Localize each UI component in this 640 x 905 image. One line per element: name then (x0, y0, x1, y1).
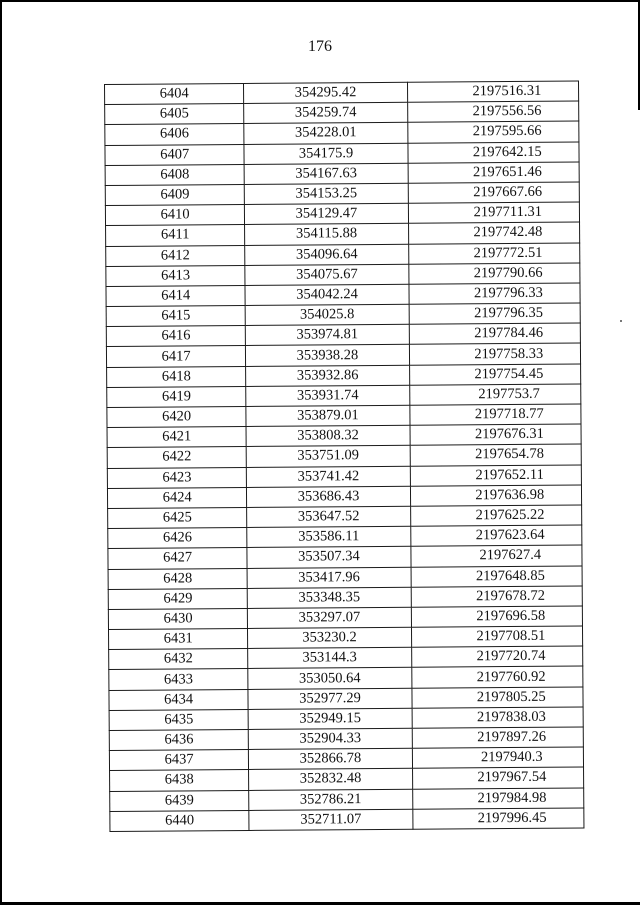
point-id-cell (110, 810, 249, 831)
scan-speck (620, 320, 622, 322)
point-id-text: 6426 (162, 529, 193, 546)
point-id-text: 6416 (161, 327, 191, 344)
x-coordinate-cell (248, 688, 411, 709)
point-id-text: 6419 (161, 388, 191, 405)
y-coordinate-text: 2197742.48 (473, 224, 543, 241)
point-id-cell (109, 750, 248, 771)
point-id-cell (108, 588, 247, 609)
y-coordinate-text: 2197996.45 (477, 809, 547, 827)
x-coordinate-text: 353808.32 (297, 427, 359, 444)
x-coordinate-text: 354075.67 (295, 265, 358, 283)
y-coordinate-text: 2197758.33 (474, 345, 544, 362)
y-coordinate-cell (408, 202, 580, 223)
y-coordinate-cell (412, 747, 584, 768)
x-coordinate-text: 354167.63 (295, 164, 357, 182)
x-coordinate-cell (249, 789, 412, 810)
point-id-cell (107, 447, 246, 468)
x-coordinate-cell (249, 748, 412, 769)
table-row (107, 404, 581, 428)
point-id-cell (106, 285, 245, 306)
table-row (106, 323, 580, 347)
point-id-text: 6408 (160, 166, 190, 183)
y-coordinate-text: 2197636.98 (475, 486, 545, 504)
y-coordinate-cell (411, 666, 583, 687)
point-id-cell (107, 366, 246, 387)
point-id-text: 6429 (163, 590, 193, 607)
y-coordinate-text: 2197654.78 (475, 446, 545, 463)
x-coordinate-text: 353144.3 (302, 649, 357, 666)
x-coordinate-text: 353586.11 (298, 528, 360, 545)
point-id-text: 6424 (162, 489, 192, 506)
y-coordinate-text: 2197753.7 (478, 385, 540, 403)
y-coordinate-text: 2197708.51 (476, 627, 546, 645)
x-coordinate-text: 353647.52 (297, 508, 360, 525)
point-id-text: 6423 (162, 469, 192, 486)
point-id-text: 6415 (161, 307, 191, 324)
x-coordinate-text: 353932.86 (296, 366, 359, 384)
point-id-text: 6425 (162, 509, 192, 526)
table-row (109, 727, 583, 751)
table-row (107, 364, 581, 388)
y-coordinate-cell (411, 646, 583, 667)
x-coordinate-text: 354228.01 (294, 124, 357, 142)
x-coordinate-cell (244, 102, 407, 123)
table-row (106, 283, 580, 307)
x-coordinate-text: 354025.8 (299, 306, 355, 323)
x-coordinate-cell (246, 425, 409, 446)
coordinate-table-wrapper (104, 81, 584, 832)
y-coordinate-cell (408, 162, 580, 183)
point-id-text: 6434 (164, 691, 194, 708)
point-id-text: 6417 (161, 347, 191, 365)
y-coordinate-text: 2197516.31 (472, 82, 542, 100)
point-id-text: 6432 (163, 650, 193, 667)
point-id-cell (106, 265, 245, 286)
point-id-cell (105, 104, 244, 125)
y-coordinate-text: 2197718.77 (474, 405, 544, 423)
x-coordinate-text: 353751.09 (297, 447, 360, 465)
point-id-text: 6439 (164, 792, 194, 809)
table-row (105, 101, 579, 125)
x-coordinate-text: 353974.81 (296, 326, 359, 343)
y-coordinate-cell (411, 586, 583, 607)
x-coordinate-cell (247, 567, 410, 588)
point-id-text: 6405 (159, 105, 189, 122)
table-row (107, 444, 581, 468)
scan-border-left (0, 0, 2, 905)
page-number: 176 (308, 38, 332, 55)
y-coordinate-text: 2197676.31 (474, 426, 544, 443)
x-coordinate-cell (245, 203, 408, 224)
table-row (107, 465, 581, 489)
x-coordinate-text: 354096.64 (295, 245, 358, 263)
x-coordinate-text: 353417.96 (298, 568, 360, 586)
point-id-text: 6431 (163, 630, 193, 647)
y-coordinate-text: 2197772.51 (473, 244, 543, 261)
y-coordinate-text: 2197556.56 (472, 103, 542, 120)
y-coordinate-text: 2197595.66 (472, 123, 542, 140)
y-coordinate-cell (411, 545, 583, 566)
x-coordinate-cell (246, 385, 409, 406)
point-id-text: 6422 (162, 448, 192, 466)
y-coordinate-text: 2197678.72 (476, 587, 546, 605)
point-id-cell (105, 83, 244, 104)
y-coordinate-cell (408, 243, 580, 264)
y-coordinate-text: 2197790.66 (473, 264, 543, 282)
table-row (105, 121, 579, 145)
x-coordinate-cell (247, 506, 410, 527)
point-id-text: 6433 (163, 670, 194, 688)
y-coordinate-text: 2197711.31 (473, 204, 542, 221)
table-row (107, 424, 581, 448)
y-coordinate-cell (408, 263, 580, 284)
x-coordinate-cell (246, 345, 409, 366)
y-coordinate-text: 2197940.3 (480, 749, 543, 766)
point-id-text: 6437 (164, 751, 194, 768)
x-coordinate-cell (245, 224, 408, 245)
y-coordinate-cell (407, 81, 579, 102)
table-row (108, 545, 582, 569)
y-coordinate-text: 2197784.46 (474, 325, 544, 342)
y-coordinate-cell (409, 323, 581, 344)
point-id-cell (109, 669, 248, 690)
y-coordinate-text: 2197838.03 (476, 708, 546, 726)
x-coordinate-text: 353931.74 (296, 387, 359, 404)
table-row (110, 788, 584, 812)
point-id-text: 6438 (164, 771, 194, 789)
point-id-text: 6409 (160, 186, 190, 203)
table-row (105, 182, 579, 206)
y-coordinate-cell (407, 101, 579, 122)
y-coordinate-cell (408, 222, 580, 243)
x-coordinate-text: 354115.88 (295, 225, 358, 243)
table-row (106, 343, 580, 367)
point-id-text: 6414 (161, 287, 191, 304)
point-id-cell (107, 427, 246, 448)
x-coordinate-cell (247, 526, 410, 547)
x-coordinate-cell (247, 587, 410, 608)
point-id-text: 6418 (161, 368, 191, 385)
x-coordinate-cell (248, 627, 411, 648)
point-id-cell (109, 649, 248, 670)
y-coordinate-text: 2197623.64 (475, 527, 545, 544)
point-id-cell (110, 790, 249, 811)
y-coordinate-cell (410, 525, 582, 546)
coordinate-table-body (105, 81, 584, 831)
table-row (106, 303, 580, 327)
x-coordinate-text: 352949.15 (299, 710, 361, 727)
x-coordinate-text: 352866.78 (299, 750, 362, 767)
table-row (106, 243, 580, 267)
x-coordinate-text: 353050.64 (298, 669, 361, 687)
point-id-text: 6404 (159, 85, 189, 102)
x-coordinate-text: 354153.25 (295, 185, 358, 202)
x-coordinate-text: 354129.47 (295, 205, 358, 222)
x-coordinate-text: 353741.42 (297, 467, 360, 485)
point-id-cell (106, 346, 245, 367)
x-coordinate-cell (246, 325, 409, 346)
x-coordinate-cell (249, 769, 412, 790)
table-row (105, 202, 579, 226)
point-id-text: 6427 (163, 549, 193, 566)
x-coordinate-text: 353938.28 (296, 346, 359, 364)
x-coordinate-text: 353230.2 (302, 629, 357, 646)
y-coordinate-cell (410, 465, 582, 486)
x-coordinate-text: 354175.9 (298, 144, 354, 162)
table-row (105, 162, 579, 186)
point-id-cell (105, 184, 244, 205)
table-row (108, 566, 582, 590)
table-row (106, 263, 580, 287)
point-id-cell (108, 629, 247, 650)
y-coordinate-text: 2197897.26 (477, 728, 547, 746)
x-coordinate-text: 352711.07 (300, 810, 362, 828)
x-coordinate-text: 353879.01 (297, 407, 359, 424)
y-coordinate-text: 2197642.15 (472, 143, 542, 160)
x-coordinate-cell (244, 82, 407, 103)
point-id-cell (108, 568, 247, 589)
y-coordinate-text: 2197651.46 (472, 163, 542, 181)
point-id-cell (109, 709, 248, 730)
table-row (108, 505, 582, 529)
point-id-text: 6435 (164, 711, 194, 728)
x-coordinate-cell (245, 183, 408, 204)
x-coordinate-text: 354259.74 (294, 104, 357, 121)
y-coordinate-text: 2197760.92 (476, 668, 546, 685)
scan-border-top (0, 0, 640, 2)
y-coordinate-cell (412, 808, 584, 829)
x-coordinate-text: 352832.48 (299, 770, 362, 788)
y-coordinate-cell (409, 303, 581, 324)
y-coordinate-text: 2197667.66 (473, 183, 543, 201)
x-coordinate-cell (245, 284, 408, 305)
y-coordinate-cell (407, 121, 579, 142)
point-id-cell (108, 528, 247, 549)
x-coordinate-cell (246, 405, 409, 426)
y-coordinate-cell (410, 404, 582, 425)
table-row (108, 606, 582, 630)
point-id-cell (108, 507, 247, 528)
x-coordinate-cell (248, 708, 411, 729)
y-coordinate-cell (408, 182, 580, 203)
x-coordinate-text: 353507.34 (298, 548, 360, 565)
point-id-text: 6421 (162, 428, 192, 445)
y-coordinate-cell (411, 606, 583, 627)
y-coordinate-cell (409, 283, 581, 304)
x-coordinate-cell (246, 365, 409, 386)
x-coordinate-cell (244, 143, 407, 164)
y-coordinate-text: 2197720.74 (476, 648, 546, 665)
point-id-cell (108, 608, 247, 629)
point-id-cell (110, 770, 249, 791)
y-coordinate-cell (411, 626, 583, 647)
point-id-cell (105, 124, 244, 145)
y-coordinate-text: 2197648.85 (475, 567, 545, 584)
y-coordinate-cell (410, 444, 582, 465)
x-coordinate-text: 353348.35 (298, 588, 361, 606)
x-coordinate-cell (245, 304, 408, 325)
x-coordinate-cell (248, 668, 411, 689)
x-coordinate-cell (249, 809, 412, 830)
x-coordinate-cell (248, 648, 411, 669)
x-coordinate-cell (249, 728, 412, 749)
x-coordinate-text: 352786.21 (299, 790, 362, 808)
point-id-cell (108, 548, 247, 569)
x-coordinate-cell (247, 547, 410, 568)
y-coordinate-text: 2197652.11 (475, 466, 544, 483)
y-coordinate-cell (412, 727, 584, 748)
point-id-cell (106, 326, 245, 347)
table-row (109, 646, 583, 670)
table-row (105, 142, 579, 166)
point-id-text: 6407 (160, 146, 190, 163)
x-coordinate-text: 354295.42 (294, 84, 357, 101)
y-coordinate-text: 2197627.4 (479, 547, 542, 564)
x-coordinate-cell (248, 607, 411, 628)
point-id-cell (107, 467, 246, 488)
point-id-text: 6420 (162, 408, 192, 425)
y-coordinate-cell (412, 687, 584, 708)
x-coordinate-cell (247, 486, 410, 507)
x-coordinate-cell (247, 466, 410, 487)
table-row (108, 525, 582, 549)
table-row (109, 747, 583, 771)
y-coordinate-text: 2197796.35 (474, 304, 543, 322)
x-coordinate-text: 353686.43 (297, 487, 360, 505)
point-id-text: 6440 (164, 812, 195, 829)
y-coordinate-cell (410, 424, 582, 445)
y-coordinate-cell (412, 788, 584, 809)
point-id-cell (105, 205, 244, 226)
x-coordinate-text: 352904.33 (299, 730, 362, 747)
y-coordinate-text: 2197967.54 (477, 769, 547, 786)
point-id-text: 6411 (160, 226, 190, 243)
y-coordinate-cell (409, 343, 581, 364)
table-row (108, 626, 582, 650)
point-id-cell (106, 245, 245, 266)
x-coordinate-cell (245, 244, 408, 265)
point-id-cell (106, 306, 245, 327)
x-coordinate-cell (244, 163, 407, 184)
table-row (109, 707, 583, 731)
x-coordinate-cell (246, 446, 409, 467)
y-coordinate-cell (412, 707, 584, 728)
x-coordinate-cell (245, 264, 408, 285)
table-row (105, 81, 579, 105)
table-row (109, 666, 583, 690)
x-coordinate-text: 353297.07 (298, 609, 361, 626)
point-id-text: 6413 (160, 267, 191, 284)
point-id-text: 6412 (160, 246, 190, 264)
y-coordinate-text: 2197805.25 (476, 688, 546, 706)
table-row (109, 687, 583, 711)
table-row (108, 586, 582, 610)
coordinate-table (104, 81, 584, 832)
point-id-cell (109, 689, 248, 710)
y-coordinate-cell (410, 485, 582, 506)
point-id-cell (105, 164, 244, 185)
x-coordinate-cell (244, 123, 407, 144)
point-id-cell (109, 729, 248, 750)
y-coordinate-cell (408, 142, 580, 163)
table-row (110, 767, 584, 791)
point-id-text: 6410 (160, 206, 190, 223)
y-coordinate-text: 2197696.58 (476, 607, 546, 625)
point-id-cell (105, 144, 244, 165)
y-coordinate-text: 2197625.22 (475, 506, 545, 524)
y-coordinate-cell (409, 364, 581, 385)
point-id-cell (106, 225, 245, 246)
y-coordinate-cell (409, 384, 581, 405)
x-coordinate-text: 354042.24 (296, 286, 358, 303)
y-coordinate-text: 2197796.33 (473, 284, 543, 302)
y-coordinate-cell (412, 767, 584, 788)
y-coordinate-text: 2197754.45 (474, 365, 544, 383)
point-id-text: 6430 (163, 610, 193, 627)
point-id-cell (107, 406, 246, 427)
table-row (110, 808, 584, 832)
table-row (107, 485, 581, 509)
point-id-cell (107, 487, 246, 508)
y-coordinate-cell (410, 505, 582, 526)
table-row (106, 222, 580, 246)
point-id-text: 6428 (163, 569, 193, 587)
point-id-text: 6436 (164, 731, 194, 748)
table-row (107, 384, 581, 408)
x-coordinate-text: 352977.29 (299, 689, 361, 707)
point-id-text: 6406 (159, 125, 190, 143)
point-id-cell (107, 386, 246, 407)
y-coordinate-cell (411, 566, 583, 587)
y-coordinate-text: 2197984.98 (477, 789, 547, 806)
